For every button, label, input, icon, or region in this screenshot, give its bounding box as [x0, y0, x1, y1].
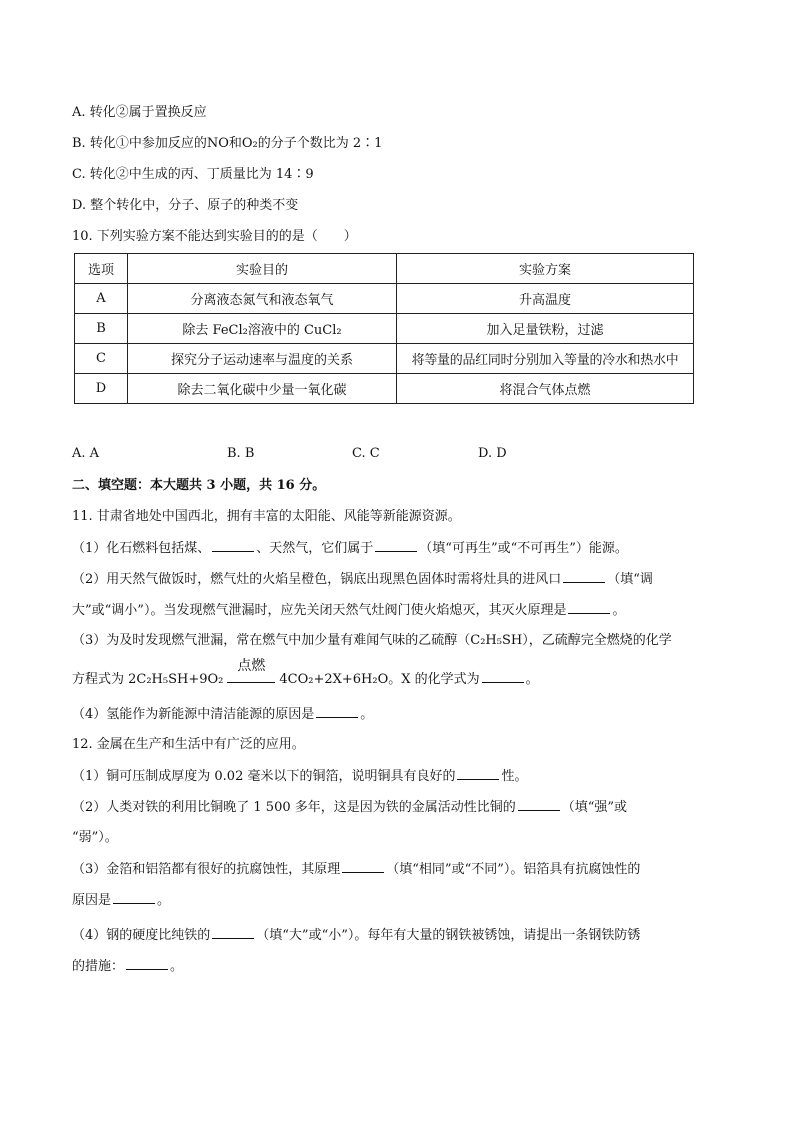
row-purpose: 除去 FeCl₂溶液中的 CuCl₂: [128, 314, 397, 344]
row-option: C: [75, 344, 128, 374]
text: 。: [612, 603, 626, 618]
header-option: 选项: [75, 254, 128, 284]
q11-part4: [72, 705, 373, 724]
answer-blank[interactable]: [126, 957, 168, 970]
table-row: [75, 374, 694, 404]
header-plan: 实验方案: [397, 254, 694, 284]
text: （1）铜可压制成厚度为 0.02 毫米以下的铜箔，说明铜具有良好的: [72, 769, 456, 784]
q11-stem: 11. 甘肃省地处中国西北，拥有丰富的太阳能、风能等新能源资源。: [72, 509, 461, 524]
section-heading: 二、填空题：本大题共 3 小题，共 16 分。: [72, 478, 326, 493]
text: （2）用天然气做饭时，燃气灶的火焰呈橙色，锅底出现黑色固体时需将灶具的进风口: [72, 572, 562, 587]
q11-part2-line2: [72, 601, 625, 620]
answer-blank[interactable]: [212, 926, 254, 939]
q12-part4-line1: [72, 926, 640, 945]
q12-part4-line2: [72, 957, 183, 976]
answer-blank[interactable]: [482, 670, 524, 683]
row-plan: 升高温度: [397, 284, 694, 314]
q10-choice-c: C. C: [352, 446, 380, 461]
text: （1）化石燃料包括煤、: [72, 541, 211, 556]
text: 方程式为 2C₂H₅SH+9O₂: [72, 672, 224, 687]
row-option: A: [75, 284, 128, 314]
text: （3）金箔和铝箔都有很好的抗腐蚀性，其原理: [72, 862, 341, 877]
q12-part2-line1: [72, 798, 627, 817]
header-purpose: 实验目的: [128, 254, 397, 284]
reaction-arrow: [227, 658, 275, 683]
text: （填“相同”或“不同”）。铝箔具有抗腐蚀性的: [386, 862, 641, 877]
answer-blank[interactable]: [212, 539, 254, 552]
text: 。: [525, 672, 539, 687]
table-row: [75, 344, 694, 374]
answer-blank[interactable]: [563, 570, 605, 583]
row-option: B: [75, 314, 128, 344]
answer-blank[interactable]: [518, 798, 560, 811]
table-header-row: [75, 254, 694, 284]
q9-option-d: D. 整个转化中，分子、原子的种类不变: [72, 198, 299, 213]
text: （2）人类对铁的利用比铜晚了 1 500 多年，这是因为铁的金属活动性比铜的: [72, 800, 516, 815]
text: （填“调: [607, 572, 653, 587]
table-row: [75, 284, 694, 314]
text: 。: [170, 959, 184, 974]
answer-blank[interactable]: [568, 601, 610, 614]
text: （4）钢的硬度比纯铁的: [72, 928, 211, 943]
answer-blank[interactable]: [113, 891, 155, 904]
text: 、天然气，它们属于: [256, 541, 374, 556]
row-purpose: 分离液态氮气和液态氧气: [128, 284, 397, 314]
answer-blank[interactable]: [457, 767, 499, 780]
text: （4）氢能作为新能源中清洁能源的原因是: [72, 707, 315, 722]
table-row: [75, 314, 694, 344]
q10-choice-a: A. A: [72, 446, 100, 461]
answer-blank[interactable]: [342, 860, 384, 873]
reaction-condition: 点燃: [237, 658, 266, 674]
row-option: D: [75, 374, 128, 404]
text: 。: [360, 707, 374, 722]
q10-choice-b: B. B: [227, 446, 255, 461]
q12-part3-line1: [72, 860, 640, 879]
text: “弱”）。: [72, 830, 118, 845]
q11-part3-line1: [72, 632, 672, 650]
q11-part2-line1: [72, 570, 653, 589]
q10-table: [74, 253, 694, 404]
text: 大”或“调小”）。当发现燃气泄漏时，应先关闭天然气灶阀门使火焰熄灭，其灭火原理是: [72, 603, 567, 618]
q9-option-b: B. 转化①中参加反应的NO和O₂的分子个数比为 2∶1: [72, 136, 383, 151]
q10-choice-d: D. D: [478, 446, 507, 461]
q9-option-a: A. 转化②属于置换反应: [72, 105, 207, 120]
q12-part1: [72, 767, 528, 786]
row-plan: 将混合气体点燃: [397, 374, 694, 404]
text: 。: [157, 893, 171, 908]
q12-part2-line2: [72, 829, 118, 847]
text: 性。: [501, 769, 528, 784]
row-plan: 将等量的品红同时分别加入等量的冷水和热水中: [397, 344, 694, 374]
row-plan: 加入足量铁粉，过滤: [397, 314, 694, 344]
text: （填“强”或: [561, 800, 628, 815]
answer-blank[interactable]: [375, 539, 417, 552]
row-purpose: 除去二氧化碳中少量一氧化碳: [128, 374, 397, 404]
q11-part3-line2: [72, 658, 539, 689]
text: （填“大”或“小”）。每年有大量的钢铁被锈蚀，请提出一条钢铁防锈: [256, 928, 641, 943]
text: （3）为及时发现燃气泄漏，常在燃气中加少量有难闻气味的乙硫醇（C₂H₅SH），乙硫醇完全燃烧的化学: [72, 633, 672, 648]
q12-stem: 12. 金属在生产和生活中有广泛的应用。: [72, 737, 305, 752]
q10-stem: 10. 下列实验方案不能达到实验目的的是（ ）: [72, 229, 357, 244]
text: 4CO₂+2X+6H₂O。X 的化学式为: [279, 672, 480, 687]
text: 原因是: [72, 893, 112, 908]
q12-part3-line2: [72, 891, 170, 910]
q11-part1: [72, 539, 628, 558]
text: （填“可再生”或“不可再生”）能源。: [419, 541, 628, 556]
text: 的措施：: [72, 959, 125, 974]
answer-blank[interactable]: [316, 705, 358, 718]
q9-option-c: C. 转化②中生成的丙、丁质量比为 14∶9: [72, 167, 314, 182]
row-purpose: 探究分子运动速率与温度的关系: [128, 344, 397, 374]
